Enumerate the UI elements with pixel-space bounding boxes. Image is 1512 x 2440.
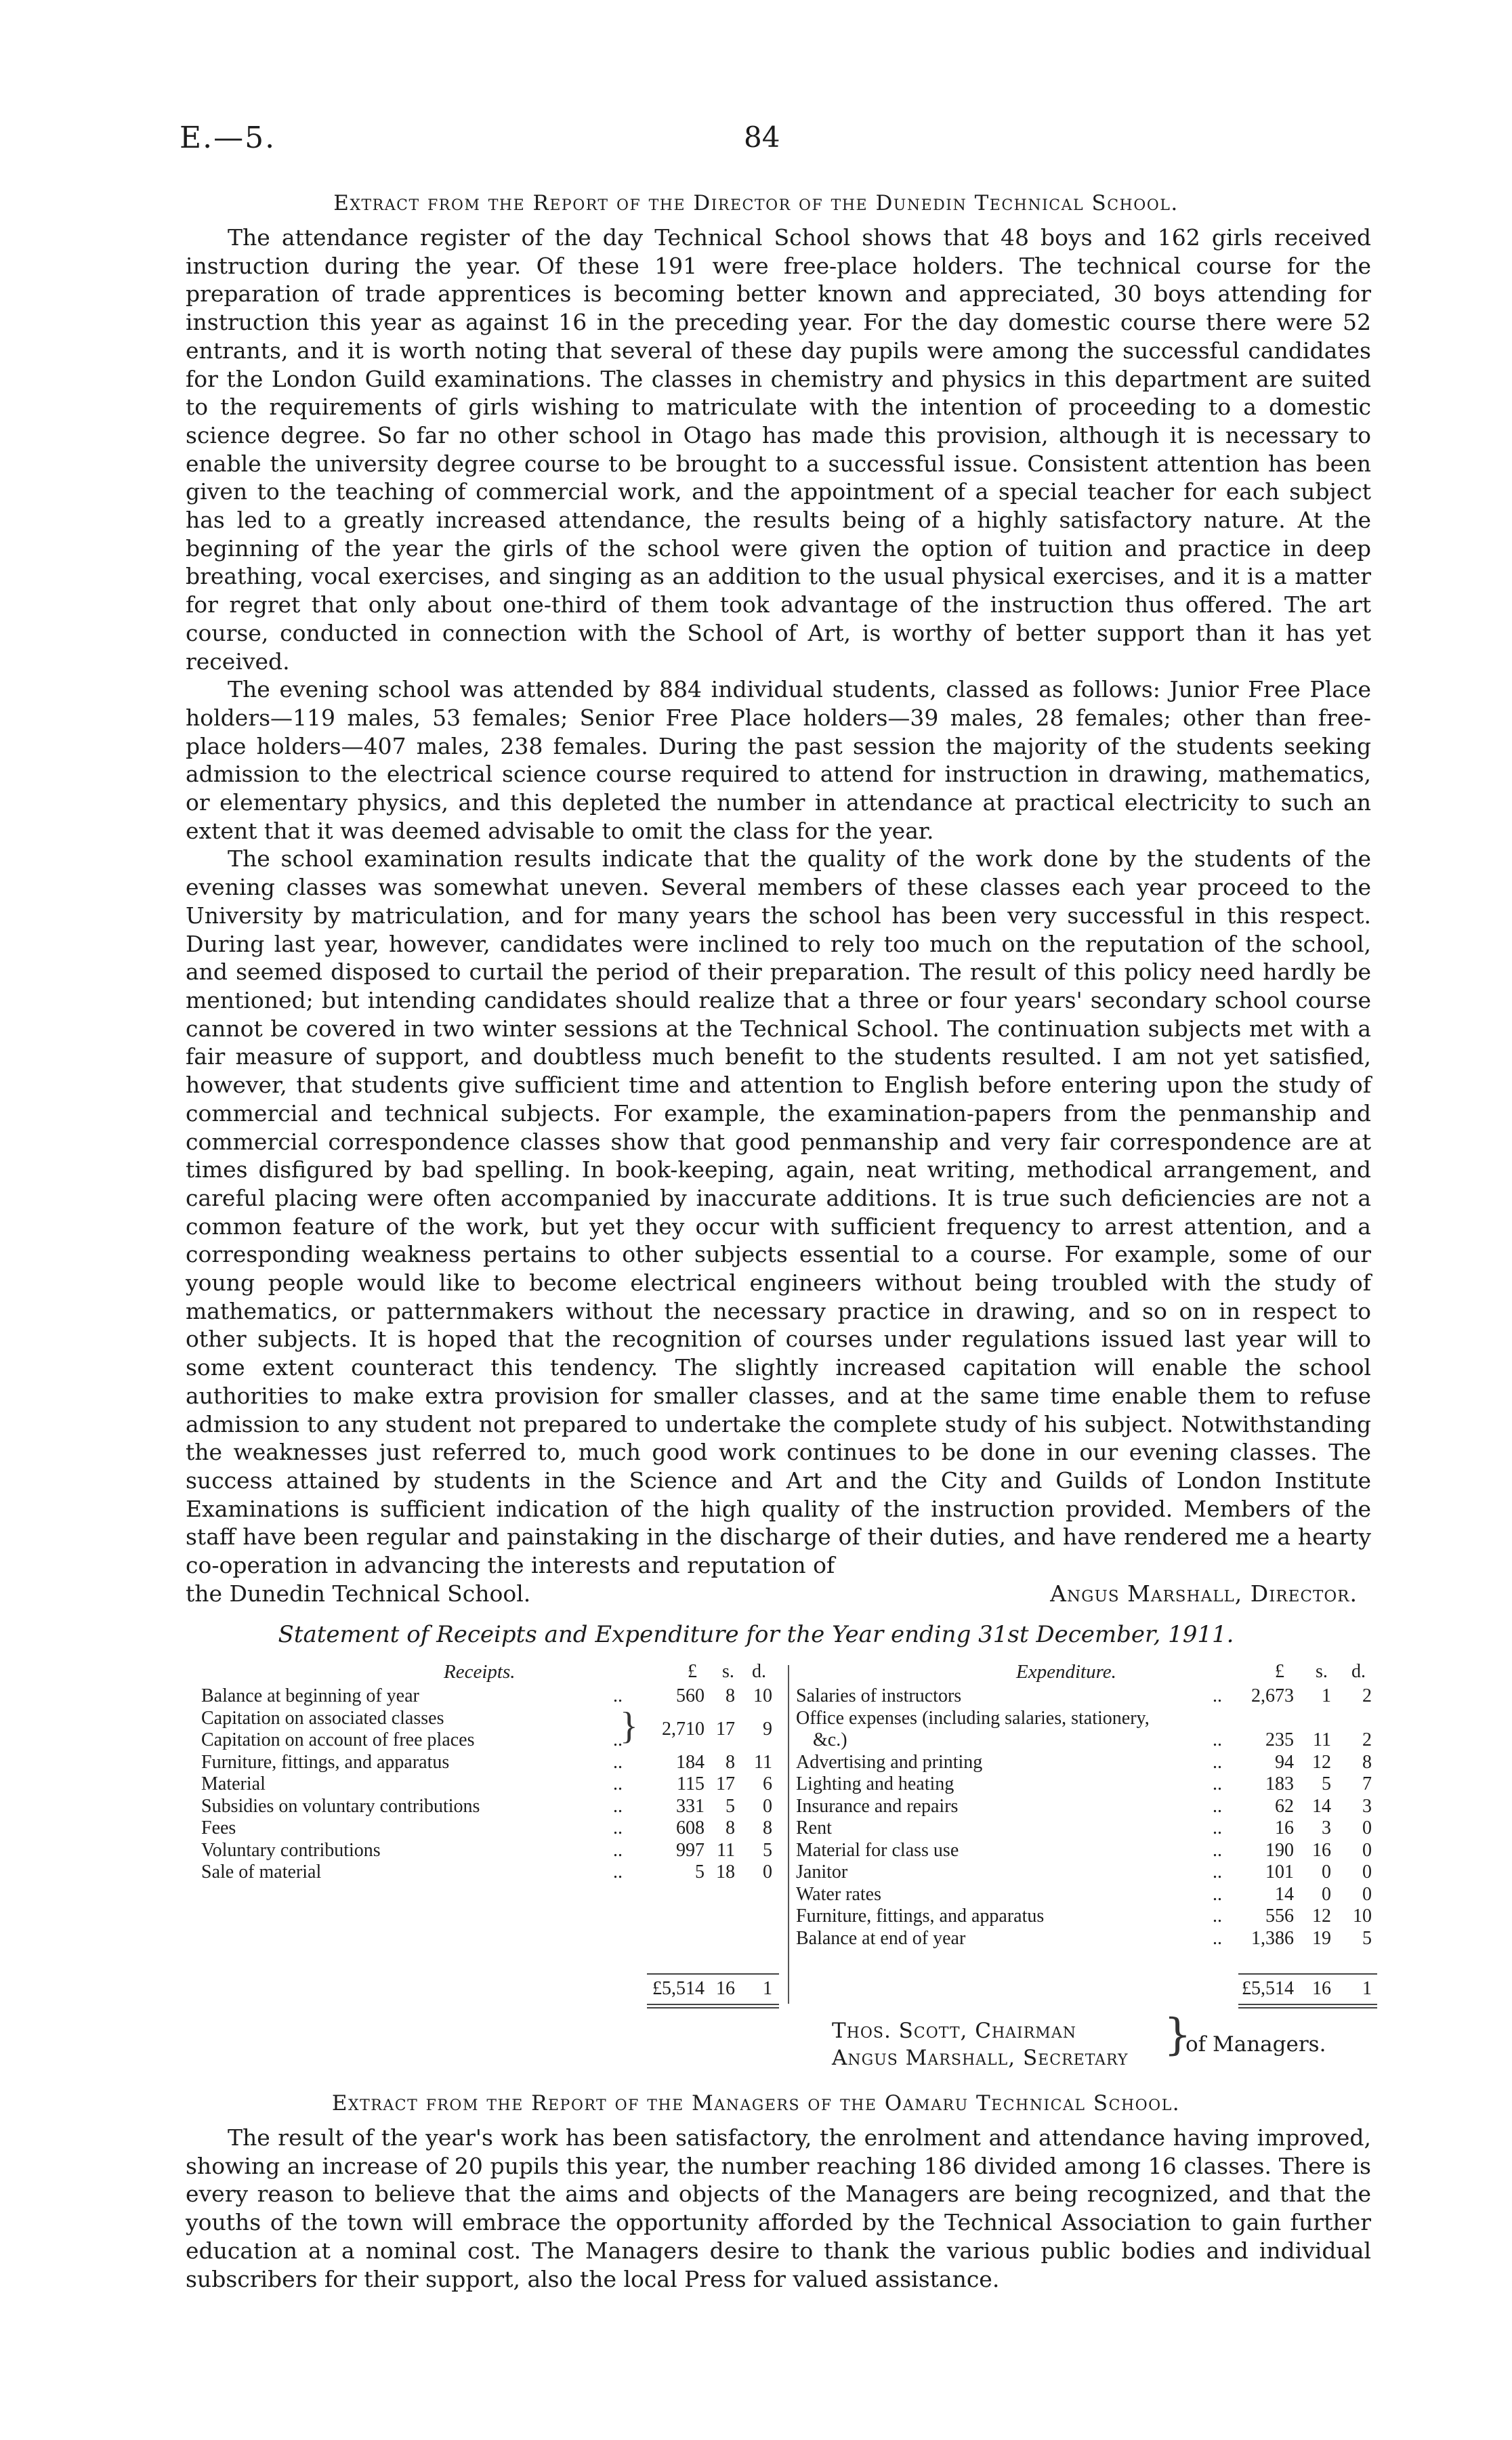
expenditure-item: Balance at end of year bbox=[796, 1927, 966, 1949]
expenditure-shillings: 12 bbox=[1312, 1906, 1331, 1927]
receipts-total-rule bbox=[647, 1973, 779, 1975]
capitation-brace: } bbox=[620, 1705, 638, 1747]
receipt-shillings: 8 bbox=[726, 1685, 735, 1706]
receipt-pounds: 331 bbox=[676, 1795, 705, 1817]
receipt-item: Balance at beginning of year bbox=[201, 1685, 419, 1706]
receipts-heading: Receipts. bbox=[444, 1661, 516, 1683]
expenditure-leader: .. bbox=[1213, 1906, 1222, 1927]
managers-signatures bbox=[832, 2010, 1326, 2071]
expenditure-pounds: 94 bbox=[1275, 1751, 1294, 1773]
expenditure-shillings: 1 bbox=[1322, 1685, 1331, 1706]
closing-text: the Dunedin Technical School. bbox=[186, 1580, 531, 1607]
oamaru-section-title: Extract from the Report of the Managers of the Oamaru Technical School. bbox=[331, 2091, 1181, 2116]
receipt-pence: 8 bbox=[763, 1817, 772, 1838]
expenditure-pounds: 190 bbox=[1265, 1839, 1294, 1861]
receipt-shillings: 8 bbox=[726, 1817, 735, 1838]
expenditure-leader: .. bbox=[1213, 1773, 1222, 1794]
receipts-pence-header: d. bbox=[752, 1661, 766, 1682]
expenditure-item: Office expenses (including salaries, stationery, bbox=[796, 1707, 1150, 1729]
receipt-leader: .. bbox=[613, 1729, 623, 1750]
receipt-leader: .. bbox=[613, 1861, 623, 1882]
expenditure-pounds: 235 bbox=[1265, 1729, 1294, 1750]
receipt-pence: 11 bbox=[754, 1751, 772, 1773]
expenditure-pence: 7 bbox=[1362, 1773, 1372, 1794]
expenditure-double-rule-2 bbox=[1238, 2007, 1377, 2008]
expenditure-leader: .. bbox=[1213, 1927, 1222, 1949]
expenditure-total-pence: 1 bbox=[1362, 1978, 1372, 1999]
receipts-pounds-header: £ bbox=[688, 1661, 697, 1682]
oamaru-paragraph: The result of the year's work has been satisfactory, the enrolment and attendance having improved, showing an increase of 20 pupils this year, the number reaching 186 divided among 16 classes. There is every reason to believe that the aims and objects of the Managers are being recognized, and that the youths of the town will embrace the opportunity afforded by the Technical Association to gain further education at a nominal cost. The Managers desire to thank the various public bodies and individual subscribers for their support, also the local Press for valued assistance. bbox=[186, 2124, 1371, 2292]
expenditure-pence: 8 bbox=[1362, 1751, 1372, 1773]
receipt-leader: .. bbox=[613, 1685, 623, 1706]
receipt-shillings: 18 bbox=[716, 1861, 735, 1882]
expenditure-pence: 2 bbox=[1362, 1685, 1372, 1706]
expenditure-shillings-header: s. bbox=[1316, 1661, 1328, 1682]
receipt-item: Fees bbox=[201, 1817, 236, 1838]
expenditure-shillings: 3 bbox=[1322, 1817, 1331, 1838]
expenditure-pence: 0 bbox=[1362, 1817, 1372, 1838]
receipt-pounds: 5 bbox=[695, 1861, 705, 1882]
expenditure-shillings: 14 bbox=[1312, 1795, 1331, 1817]
expenditure-shillings: 12 bbox=[1312, 1751, 1331, 1773]
receipt-shillings: 17 bbox=[716, 1719, 735, 1740]
receipt-pounds: 608 bbox=[676, 1817, 705, 1838]
receipt-pence: 0 bbox=[763, 1795, 772, 1817]
receipt-shillings: 17 bbox=[716, 1773, 735, 1794]
page-number: 84 bbox=[744, 121, 780, 154]
managers-brace: } bbox=[1164, 2010, 1192, 2060]
expenditure-shillings: 16 bbox=[1312, 1839, 1331, 1861]
statement-title: Statement of Receipts and Expenditure for the Year ending 31st December, 1911. bbox=[278, 1621, 1234, 1648]
expenditure-leader: .. bbox=[1213, 1883, 1222, 1905]
document-reference: E.—5. bbox=[180, 121, 276, 155]
dunedin-paragraph-3: The school examination results indicate that the quality of the work done by the students of the evening classes was somewhat uneven. Several members of these classes each year proceed to the University by matriculation, and for many years the school has been very successful in this respect. During last year, however, candidates were inclined to rely too much on the reputation of the school, and seemed disposed to curtail the period of their preparation. The result of this policy need hardly be mentioned; but intending candidates should realize that a three or four years' secondary school course cannot be covered in two winter sessions at the Technical School. The continuation subjects met with a fair measure of support, and doubtless much benefit to the students resulted. I am not yet satisfied, however, that students give sufficient time and attention to English before entering upon the study of commercial and technical subjects. For example, the examination-papers from the penmanship and commercial correspondence classes show that good penmanship and very fair correspondence are at times disfigured by bad spelling. In book-keeping, again, neat writing, methodical arrangement, and careful placing were often accompanied by inaccurate additions. It is true such deficiencies are not a common feature of the work, but yet they occur with sufficient frequency to arrest attention, and a corresponding weakness pertains to other subjects essential to a course. For example, some of our young people would like to become electrical engineers without being troubled with the study of mathematics, or patternmakers without the necessary practice in drawing, and so on in respect to other subjects. It is hoped that the recognition of courses under regulations issued last year will to some extent counteract this tendency. The slightly increased capitation will enable the school authorities to make extra provision for smaller classes, and at the same time enable them to refuse admission to any student not prepared to undertake the complete study of his subject. Notwithstanding the weaknesses just referred to, much good work continues to be done in our evening classes. The success attained by students in the Science and Art and the City and Guilds of London Institute Examinations is sufficient indication of the high quality of the instruction provided. Members of the staff have been regular and painstaking in the discharge of their duties, and have rendered me a hearty co-operation in advancing the interests and reputation of bbox=[186, 845, 1371, 1579]
expenditure-pounds-header: £ bbox=[1275, 1661, 1284, 1682]
receipt-pence: 5 bbox=[763, 1839, 772, 1861]
expenditure-item: Material for class use bbox=[796, 1839, 959, 1861]
expenditure-double-rule-1 bbox=[1238, 2004, 1377, 2005]
expenditure-pence: 0 bbox=[1362, 1883, 1372, 1905]
expenditure-pence: 0 bbox=[1362, 1839, 1372, 1861]
expenditure-item: Furniture, fittings, and apparatus bbox=[796, 1906, 1045, 1927]
expenditure-pounds: 556 bbox=[1265, 1906, 1294, 1927]
expenditure-shillings: 0 bbox=[1322, 1883, 1331, 1905]
receipt-pounds: 115 bbox=[677, 1773, 705, 1794]
expenditure-item: Advertising and printing bbox=[796, 1751, 983, 1773]
receipt-pounds: 2,710 bbox=[662, 1719, 705, 1740]
expenditure-item: Lighting and heating bbox=[796, 1773, 954, 1794]
receipt-pounds: 560 bbox=[676, 1685, 705, 1706]
expenditure-pence-header: d. bbox=[1351, 1661, 1366, 1682]
expenditure-item: &c.) bbox=[813, 1729, 847, 1750]
expenditure-leader: .. bbox=[1213, 1817, 1222, 1838]
expenditure-item: Rent bbox=[796, 1817, 832, 1838]
expenditure-pence: 5 bbox=[1362, 1927, 1372, 1949]
expenditure-item: Insurance and repairs bbox=[796, 1795, 959, 1817]
receipt-item: Capitation on account of free places bbox=[201, 1729, 475, 1750]
receipt-item: Voluntary contributions bbox=[201, 1839, 381, 1861]
expenditure-pounds: 1,386 bbox=[1251, 1927, 1294, 1949]
receipt-pence: 6 bbox=[763, 1773, 772, 1794]
expenditure-pounds: 14 bbox=[1275, 1883, 1294, 1905]
expenditure-total-pounds: £5,514 bbox=[1242, 1978, 1294, 1999]
receipt-pence: 9 bbox=[763, 1719, 772, 1740]
oamaru-report-body bbox=[186, 2124, 1371, 2293]
dunedin-section-title: Extract from the Report of the Director of the Dunedin Technical School. bbox=[333, 191, 1179, 215]
expenditure-total-shillings: 16 bbox=[1312, 1978, 1331, 1999]
receipt-shillings: 11 bbox=[717, 1839, 735, 1861]
expenditure-shillings: 11 bbox=[1313, 1729, 1331, 1750]
dunedin-paragraph-1: The attendance register of the day Technical School shows that 48 boys and 162 girls received instruction during the year. Of these 191 were free-place holders. The technical course for the preparation of trade apprentices is becoming better known and appreciated, 30 boys attending for instruction this year as against 16 in the preceding year. For the day domestic course there were 52 entrants, and it is worth noting that several of these day pupils were among the successful candidates for the London Guild examinations. The classes in chemistry and physics in this department are suited to the requirements of girls wishing to matriculate with the intention of proceeding to a domestic science degree. So far no other school in Otago has made this provision, although it is necessary to enable the university degree course to be brought to a successful issue. Consistent attention has been given to the teaching of commercial work, and the appointment of a special teacher for each subject has led to a greatly increased attendance, the results being of a highly satisfactory nature. At the beginning of the year the girls of the school were given the option of tuition and practice in deep breathing, vocal exercises, and singing as an addition to the usual physical exercises, and it is a matter for regret that only about one-third of them took advantage of the instruction thus offered. The art course, conducted in connection with the School of Art, is worthy of better support than it has yet received. bbox=[186, 224, 1371, 675]
expenditure-pounds: 16 bbox=[1275, 1817, 1294, 1838]
receipt-leader: .. bbox=[613, 1795, 623, 1817]
receipt-item: Sale of material bbox=[201, 1861, 322, 1882]
receipt-pence: 10 bbox=[753, 1685, 772, 1706]
expenditure-pence: 0 bbox=[1362, 1861, 1372, 1882]
expenditure-shillings: 5 bbox=[1322, 1773, 1331, 1794]
receipts-total-pounds: £5,514 bbox=[652, 1978, 705, 1999]
expenditure-pence: 2 bbox=[1362, 1729, 1372, 1750]
receipts-double-rule-1 bbox=[647, 2004, 779, 2005]
chairman-signature: Thos. Scott, Chairman bbox=[832, 2019, 1076, 2043]
expenditure-shillings: 0 bbox=[1322, 1861, 1331, 1882]
managers-group-label: of Managers. bbox=[1185, 2032, 1326, 2057]
expenditure-leader: .. bbox=[1213, 1839, 1222, 1861]
receipt-leader: .. bbox=[613, 1839, 623, 1861]
expenditure-leader: .. bbox=[1213, 1729, 1222, 1750]
receipt-shillings: 5 bbox=[726, 1795, 735, 1817]
receipt-item: Capitation on associated classes bbox=[201, 1707, 444, 1729]
receipt-leader: .. bbox=[613, 1751, 623, 1773]
expenditure-shillings: 19 bbox=[1312, 1927, 1331, 1949]
receipt-pence: 0 bbox=[763, 1861, 772, 1882]
dunedin-paragraph-2: The evening school was attended by 884 individual students, classed as follows: Junior Free Place holders—119 males, 53 females; Senior Free Place holders—39 males, 28 females; other than free-place holders—407 males, 238 females. During the past session the majority of the students seeking admission to the electrical science course required to attend for instruction in drawing, mathematics, or elementary physics, and this depleted the number in attendance at practical electricity to such an extent that it was deemed advisable to omit the class for the year. bbox=[186, 676, 1371, 844]
receipt-pounds: 997 bbox=[676, 1839, 705, 1861]
expenditure-leader: .. bbox=[1213, 1861, 1222, 1882]
expenditure-pounds: 2,673 bbox=[1251, 1685, 1294, 1706]
receipt-item: Furniture, fittings, and apparatus bbox=[201, 1751, 450, 1773]
expenditure-pounds: 183 bbox=[1265, 1773, 1294, 1794]
expenditure-pence: 10 bbox=[1353, 1906, 1372, 1927]
receipts-total-pence: 1 bbox=[763, 1978, 772, 1999]
expenditure-item: Janitor bbox=[796, 1861, 848, 1882]
receipt-item: Subsidies on voluntary contributions bbox=[201, 1795, 480, 1817]
expenditure-heading: Expenditure. bbox=[1016, 1661, 1116, 1683]
expenditure-total-rule bbox=[1238, 1973, 1377, 1975]
receipt-pounds: 184 bbox=[676, 1751, 705, 1773]
expenditure-pence: 3 bbox=[1362, 1795, 1372, 1817]
receipt-leader: .. bbox=[613, 1817, 623, 1838]
expenditure-leader: .. bbox=[1213, 1795, 1222, 1817]
statement-column-divider bbox=[788, 1665, 789, 2004]
expenditure-pounds: 62 bbox=[1275, 1795, 1294, 1817]
receipts-total-shillings: 16 bbox=[716, 1978, 735, 1999]
receipt-leader: .. bbox=[613, 1773, 623, 1794]
receipts-double-rule-2 bbox=[647, 2007, 779, 2008]
expenditure-pounds: 101 bbox=[1265, 1861, 1294, 1882]
director-signature: Angus Marshall, Director. bbox=[1050, 1580, 1358, 1607]
receipt-shillings: 8 bbox=[726, 1751, 735, 1773]
expenditure-item: Salaries of instructors bbox=[796, 1685, 962, 1706]
receipts-shillings-header: s. bbox=[722, 1661, 734, 1682]
secretary-signature: Angus Marshall, Secretary bbox=[832, 2046, 1129, 2070]
expenditure-item: Water rates bbox=[796, 1883, 881, 1905]
receipt-item: Material bbox=[201, 1773, 266, 1794]
expenditure-leader: .. bbox=[1213, 1751, 1222, 1773]
expenditure-leader: .. bbox=[1213, 1685, 1222, 1706]
